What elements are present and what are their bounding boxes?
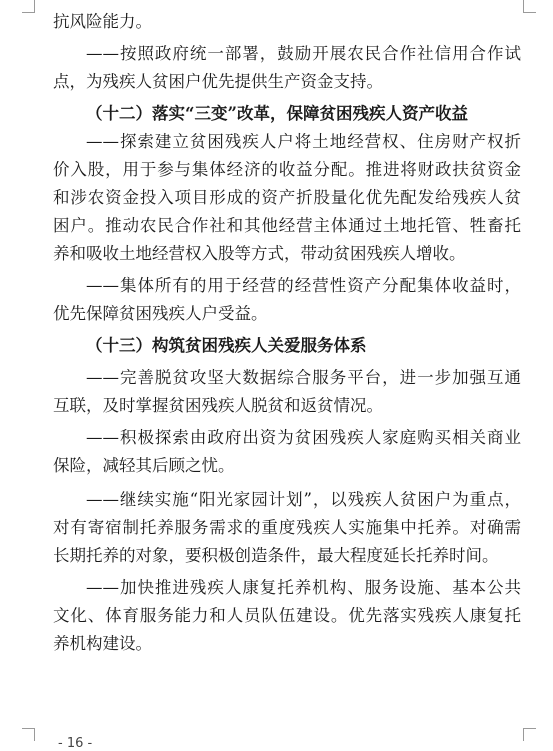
- text-line: ——继续实施“阳光家园计划”，以残疾人贫困户为重点，: [86, 490, 521, 509]
- crop-mark-bottom-right: [523, 728, 536, 741]
- paragraph: [53, 128, 521, 268]
- text-line: ——按照政府统一部署，鼓励开展农民合作社信用合作试: [86, 44, 521, 63]
- text-line: 点，为残疾人贫困户优先提供生产资金支持。: [53, 72, 383, 91]
- text-line: ——完善脱贫攻坚大数据综合服务平台，进一步加强互通: [86, 368, 521, 387]
- paragraph: [53, 8, 521, 36]
- document-body: [53, 8, 521, 658]
- text-line: 保险，减轻其后顾之忧。: [53, 456, 235, 475]
- section-heading: [53, 332, 521, 360]
- crop-mark-top-right: [523, 0, 536, 13]
- paragraph: [53, 40, 521, 96]
- text-line: 抗风险能力。: [53, 12, 152, 31]
- paragraph: [53, 486, 521, 570]
- heading-line: （十二）落实“三变”改革，保障贫困残疾人资产收益: [86, 104, 468, 123]
- text-line: ——积极探索由政府出资为贫困残疾人家庭购买相关商业: [86, 428, 521, 447]
- paragraph: [53, 424, 521, 480]
- paragraph: [53, 574, 521, 658]
- paragraph: [53, 272, 521, 328]
- text-line: 和涉农资金投入项目形成的资产折股量化优先配发给残疾人贫: [53, 188, 521, 207]
- text-line: 长期托养的对象，要积极创造条件，最大程度延长托养时间。: [53, 546, 499, 565]
- text-line: 优先保障贫困残疾人户受益。: [53, 304, 268, 323]
- page-number: - 16 -: [58, 736, 93, 751]
- text-line: ——集体所有的用于经营的经营性资产分配集体收益时，: [86, 276, 521, 295]
- text-line: 互联，及时掌握贫困残疾人脱贫和返贫情况。: [53, 396, 383, 415]
- text-line: 养机构建设。: [53, 634, 152, 653]
- section-heading: [53, 100, 521, 128]
- text-line: 价入股，用于参与集体经济的收益分配。推进将财政扶贫资金: [53, 160, 521, 179]
- paragraph: [53, 364, 521, 420]
- text-line: 养和吸收土地经营权入股等方式，带动贫困残疾人增收。: [53, 244, 466, 263]
- text-line: ——探索建立贫困残疾人户将土地经营权、住房财产权折: [86, 132, 521, 151]
- crop-mark-bottom-left: [22, 728, 35, 741]
- text-line: 困户。推动农民合作社和其他经营主体通过土地托管、牲畜托: [53, 216, 521, 235]
- text-line: ——加快推进残疾人康复托养机构、服务设施、基本公共: [86, 578, 521, 597]
- heading-line: （十三）构筑贫困残疾人关爱服务体系: [86, 336, 367, 355]
- text-line: 对有寄宿制托养服务需求的重度残疾人实施集中托养。对确需: [53, 518, 521, 537]
- text-line: 文化、体育服务能力和人员队伍建设。优先落实残疾人康复托: [53, 606, 521, 625]
- crop-mark-top-left: [22, 0, 35, 13]
